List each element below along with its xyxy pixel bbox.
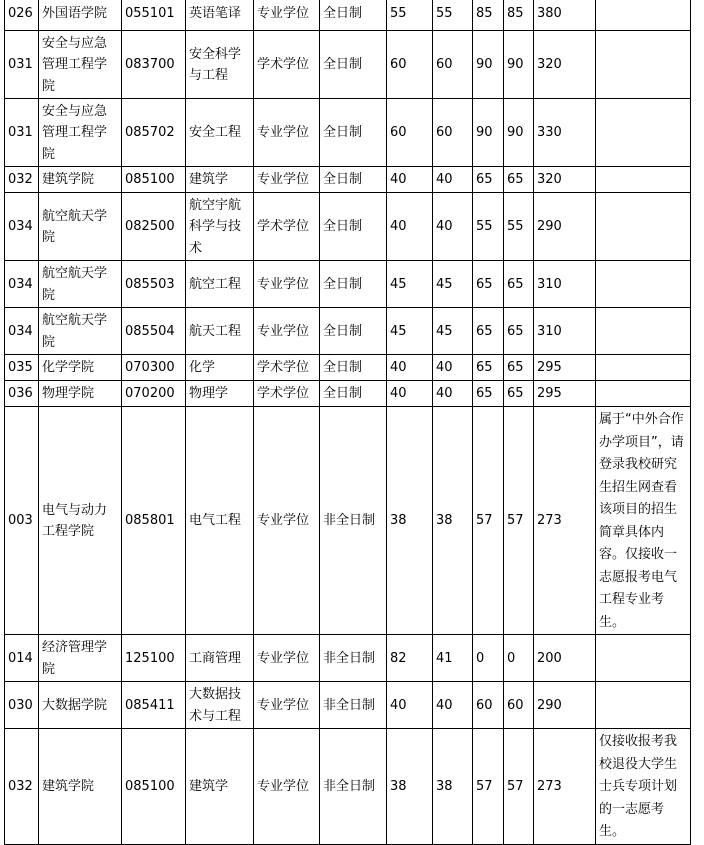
study-mode-cell: 全日制 bbox=[320, 0, 387, 31]
school-name-cell: 电气与动力工程学院 bbox=[39, 407, 122, 635]
score-3-cell: 0 bbox=[473, 635, 504, 682]
score-4-cell: 65 bbox=[504, 355, 534, 381]
total-score-cell: 273 bbox=[534, 407, 596, 635]
score-2-cell: 60 bbox=[433, 99, 473, 167]
study-mode-cell: 全日制 bbox=[320, 308, 387, 355]
total-score-cell: 273 bbox=[534, 729, 596, 845]
table-row bbox=[5, 99, 691, 167]
school-code-cell: 014 bbox=[5, 635, 39, 682]
score-2-cell: 40 bbox=[433, 381, 473, 407]
score-4-cell: 65 bbox=[504, 261, 534, 308]
major-code-cell: 085702 bbox=[122, 99, 186, 167]
score-2-cell: 40 bbox=[433, 682, 473, 729]
score-2-cell: 45 bbox=[433, 261, 473, 308]
major-name-cell: 建筑学 bbox=[186, 729, 254, 845]
remark-cell: 属于“中外合作办学项目”，请登录我校研究生招生网查看该项目的招生简章具体内容。仅接收一志愿报考电气工程专业考生。 bbox=[596, 407, 691, 635]
study-mode-cell: 全日制 bbox=[320, 381, 387, 407]
school-code-cell: 032 bbox=[5, 729, 39, 845]
study-mode-cell: 全日制 bbox=[320, 31, 387, 99]
total-score-cell: 330 bbox=[534, 99, 596, 167]
score-1-cell: 38 bbox=[387, 729, 433, 845]
score-4-cell: 55 bbox=[504, 193, 534, 261]
total-score-cell: 320 bbox=[534, 31, 596, 99]
study-mode-cell: 非全日制 bbox=[320, 635, 387, 682]
school-name-cell: 安全与应急管理工程学院 bbox=[39, 31, 122, 99]
score-4-cell: 65 bbox=[504, 308, 534, 355]
score-1-cell: 40 bbox=[387, 682, 433, 729]
table-row bbox=[5, 729, 691, 845]
school-code-cell: 003 bbox=[5, 407, 39, 635]
major-name-cell: 安全工程 bbox=[186, 99, 254, 167]
score-1-cell: 60 bbox=[387, 99, 433, 167]
degree-type-cell: 专业学位 bbox=[254, 99, 320, 167]
score-1-cell: 40 bbox=[387, 193, 433, 261]
school-name-cell: 物理学院 bbox=[39, 381, 122, 407]
major-name-cell: 航空宇航科学与技术 bbox=[186, 193, 254, 261]
table-row bbox=[5, 407, 691, 635]
score-1-cell: 40 bbox=[387, 381, 433, 407]
degree-type-cell: 学术学位 bbox=[254, 355, 320, 381]
school-code-cell: 026 bbox=[5, 0, 39, 31]
total-score-cell: 290 bbox=[534, 682, 596, 729]
major-name-cell: 化学 bbox=[186, 355, 254, 381]
score-3-cell: 90 bbox=[473, 31, 504, 99]
study-mode-cell: 全日制 bbox=[320, 193, 387, 261]
school-name-cell: 建筑学院 bbox=[39, 729, 122, 845]
school-name-cell: 化学学院 bbox=[39, 355, 122, 381]
study-mode-cell: 非全日制 bbox=[320, 682, 387, 729]
school-name-cell: 航空航天学院 bbox=[39, 308, 122, 355]
degree-type-cell: 专业学位 bbox=[254, 682, 320, 729]
score-1-cell: 82 bbox=[387, 635, 433, 682]
school-code-cell: 036 bbox=[5, 381, 39, 407]
school-name-cell: 外国语学院 bbox=[39, 0, 122, 31]
score-3-cell: 65 bbox=[473, 308, 504, 355]
degree-type-cell: 专业学位 bbox=[254, 308, 320, 355]
school-name-cell: 建筑学院 bbox=[39, 167, 122, 193]
score-2-cell: 55 bbox=[433, 0, 473, 31]
major-code-cell: 125100 bbox=[122, 635, 186, 682]
score-3-cell: 65 bbox=[473, 381, 504, 407]
score-4-cell: 65 bbox=[504, 167, 534, 193]
degree-type-cell: 学术学位 bbox=[254, 381, 320, 407]
degree-type-cell: 专业学位 bbox=[254, 261, 320, 308]
score-3-cell: 90 bbox=[473, 99, 504, 167]
score-3-cell: 55 bbox=[473, 193, 504, 261]
score-1-cell: 55 bbox=[387, 0, 433, 31]
major-code-cell: 070200 bbox=[122, 381, 186, 407]
degree-type-cell: 学术学位 bbox=[254, 193, 320, 261]
remark-cell bbox=[596, 193, 691, 261]
table-row bbox=[5, 31, 691, 99]
major-code-cell: 085503 bbox=[122, 261, 186, 308]
major-code-cell: 085801 bbox=[122, 407, 186, 635]
degree-type-cell: 专业学位 bbox=[254, 0, 320, 31]
school-code-cell: 031 bbox=[5, 31, 39, 99]
score-3-cell: 65 bbox=[473, 355, 504, 381]
school-name-cell: 安全与应急管理工程学院 bbox=[39, 99, 122, 167]
remark-cell bbox=[596, 381, 691, 407]
major-name-cell: 大数据技术与工程 bbox=[186, 682, 254, 729]
table-row bbox=[5, 308, 691, 355]
remark-cell bbox=[596, 0, 691, 31]
major-name-cell: 建筑学 bbox=[186, 167, 254, 193]
major-name-cell: 安全科学与工程 bbox=[186, 31, 254, 99]
total-score-cell: 295 bbox=[534, 381, 596, 407]
study-mode-cell: 全日制 bbox=[320, 261, 387, 308]
school-code-cell: 034 bbox=[5, 261, 39, 308]
total-score-cell: 380 bbox=[534, 0, 596, 31]
table-body bbox=[5, 0, 691, 844]
score-3-cell: 57 bbox=[473, 729, 504, 845]
major-name-cell: 英语笔译 bbox=[186, 0, 254, 31]
score-4-cell: 85 bbox=[504, 0, 534, 31]
table-row bbox=[5, 635, 691, 682]
degree-type-cell: 专业学位 bbox=[254, 635, 320, 682]
table-row bbox=[5, 0, 691, 31]
major-code-cell: 083700 bbox=[122, 31, 186, 99]
school-code-cell: 034 bbox=[5, 193, 39, 261]
remark-cell bbox=[596, 308, 691, 355]
degree-type-cell: 专业学位 bbox=[254, 729, 320, 845]
score-1-cell: 40 bbox=[387, 167, 433, 193]
score-1-cell: 40 bbox=[387, 355, 433, 381]
table-row bbox=[5, 381, 691, 407]
total-score-cell: 290 bbox=[534, 193, 596, 261]
score-4-cell: 0 bbox=[504, 635, 534, 682]
remark-cell bbox=[596, 99, 691, 167]
score-4-cell: 60 bbox=[504, 682, 534, 729]
table-row bbox=[5, 193, 691, 261]
major-code-cell: 082500 bbox=[122, 193, 186, 261]
admission-score-table bbox=[4, 0, 691, 845]
school-name-cell: 航空航天学院 bbox=[39, 193, 122, 261]
major-name-cell: 物理学 bbox=[186, 381, 254, 407]
major-code-cell: 055101 bbox=[122, 0, 186, 31]
score-1-cell: 45 bbox=[387, 261, 433, 308]
degree-type-cell: 专业学位 bbox=[254, 167, 320, 193]
remark-cell: 仅接收报考我校退役大学生士兵专项计划的一志愿考生。 bbox=[596, 729, 691, 845]
score-2-cell: 40 bbox=[433, 193, 473, 261]
score-2-cell: 60 bbox=[433, 31, 473, 99]
remark-cell bbox=[596, 261, 691, 308]
score-1-cell: 60 bbox=[387, 31, 433, 99]
total-score-cell: 310 bbox=[534, 308, 596, 355]
total-score-cell: 295 bbox=[534, 355, 596, 381]
remark-cell bbox=[596, 167, 691, 193]
score-4-cell: 57 bbox=[504, 407, 534, 635]
total-score-cell: 200 bbox=[534, 635, 596, 682]
remark-cell bbox=[596, 635, 691, 682]
remark-cell bbox=[596, 682, 691, 729]
major-code-cell: 070300 bbox=[122, 355, 186, 381]
score-2-cell: 41 bbox=[433, 635, 473, 682]
score-2-cell: 38 bbox=[433, 729, 473, 845]
remark-cell bbox=[596, 355, 691, 381]
score-4-cell: 57 bbox=[504, 729, 534, 845]
score-3-cell: 85 bbox=[473, 0, 504, 31]
degree-type-cell: 专业学位 bbox=[254, 407, 320, 635]
score-3-cell: 60 bbox=[473, 682, 504, 729]
major-name-cell: 航天工程 bbox=[186, 308, 254, 355]
school-name-cell: 大数据学院 bbox=[39, 682, 122, 729]
table-row bbox=[5, 355, 691, 381]
total-score-cell: 310 bbox=[534, 261, 596, 308]
score-2-cell: 40 bbox=[433, 355, 473, 381]
score-2-cell: 45 bbox=[433, 308, 473, 355]
major-name-cell: 电气工程 bbox=[186, 407, 254, 635]
score-1-cell: 38 bbox=[387, 407, 433, 635]
study-mode-cell: 全日制 bbox=[320, 99, 387, 167]
score-4-cell: 90 bbox=[504, 99, 534, 167]
remark-cell bbox=[596, 31, 691, 99]
major-code-cell: 085100 bbox=[122, 729, 186, 845]
school-name-cell: 经济管理学院 bbox=[39, 635, 122, 682]
major-code-cell: 085100 bbox=[122, 167, 186, 193]
table-row bbox=[5, 261, 691, 308]
school-code-cell: 030 bbox=[5, 682, 39, 729]
school-name-cell: 航空航天学院 bbox=[39, 261, 122, 308]
table-row bbox=[5, 682, 691, 729]
score-3-cell: 57 bbox=[473, 407, 504, 635]
score-3-cell: 65 bbox=[473, 167, 504, 193]
score-2-cell: 38 bbox=[433, 407, 473, 635]
study-mode-cell: 全日制 bbox=[320, 167, 387, 193]
score-3-cell: 65 bbox=[473, 261, 504, 308]
score-2-cell: 40 bbox=[433, 167, 473, 193]
school-code-cell: 032 bbox=[5, 167, 39, 193]
major-name-cell: 工商管理 bbox=[186, 635, 254, 682]
degree-type-cell: 学术学位 bbox=[254, 31, 320, 99]
score-4-cell: 65 bbox=[504, 381, 534, 407]
score-4-cell: 90 bbox=[504, 31, 534, 99]
total-score-cell: 320 bbox=[534, 167, 596, 193]
table-row bbox=[5, 167, 691, 193]
major-name-cell: 航空工程 bbox=[186, 261, 254, 308]
major-code-cell: 085411 bbox=[122, 682, 186, 729]
study-mode-cell: 全日制 bbox=[320, 355, 387, 381]
school-code-cell: 034 bbox=[5, 308, 39, 355]
study-mode-cell: 非全日制 bbox=[320, 729, 387, 845]
school-code-cell: 031 bbox=[5, 99, 39, 167]
score-1-cell: 45 bbox=[387, 308, 433, 355]
study-mode-cell: 非全日制 bbox=[320, 407, 387, 635]
major-code-cell: 085504 bbox=[122, 308, 186, 355]
school-code-cell: 035 bbox=[5, 355, 39, 381]
